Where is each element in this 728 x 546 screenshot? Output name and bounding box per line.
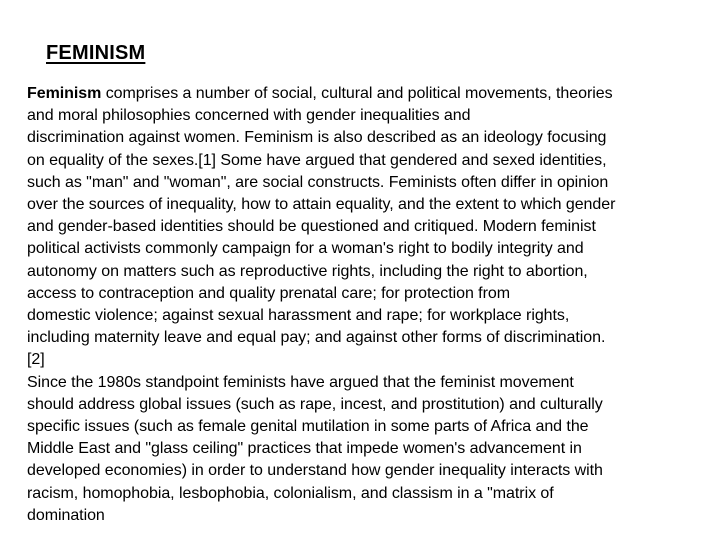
text-line: such as "man" and "woman", are social constructs. Feminists often differ in opinion (27, 173, 609, 191)
text-line: access to contraception and quality prenatal care; for protection from (27, 284, 510, 302)
text-line: on equality of the sexes.[1] Some have argued that gendered and sexed identities, (27, 151, 607, 169)
text-line: and gender-based identities should be questioned and critiqued. Modern feminist (27, 218, 596, 236)
text-line: racism, homophobia, lesbophobia, colonialism, and classism in a "matrix of (27, 484, 554, 502)
text-line: developed economies) in order to understand how gender inequality interacts with (27, 462, 603, 480)
text-line: domination (27, 506, 105, 524)
text-line-fragment: comprises a number of social, cultural and political movements, theories (101, 85, 613, 102)
text-line: should address global issues (such as rape, incest, and prostitution) and culturally (27, 395, 603, 413)
text-line: over the sources of inequality, how to attain equality, and the extent to which gender (27, 196, 616, 214)
text-line: political activists commonly campaign for a woman's right to bodily integrity and (27, 240, 584, 258)
text-line (27, 83, 707, 105)
text-line: and moral philosophies concerned with gender inequalities and (27, 107, 471, 125)
text-line: Middle East and "glass ceiling" practices that impede women's advancement in (27, 440, 582, 458)
text-line: Since the 1980s standpoint feminists have argued that the feminist movement (27, 373, 574, 391)
body-text (27, 83, 707, 527)
text-line: discrimination against women. Feminism is also described as an ideology focusing (27, 129, 607, 147)
text-line: domestic violence; against sexual harassment and rape; for workplace rights, (27, 307, 570, 325)
text-line: specific issues (such as female genital mutilation in some parts of Africa and the (27, 418, 589, 436)
lead-term: Feminism (27, 85, 102, 102)
text-line: including maternity leave and equal pay; and against other forms of discrimination. (27, 329, 606, 347)
text-line: autonomy on matters such as reproductive rights, including the right to abortion, (27, 262, 588, 280)
text-line: [2] (27, 351, 45, 369)
slide-title: FEMINISM (46, 42, 146, 64)
